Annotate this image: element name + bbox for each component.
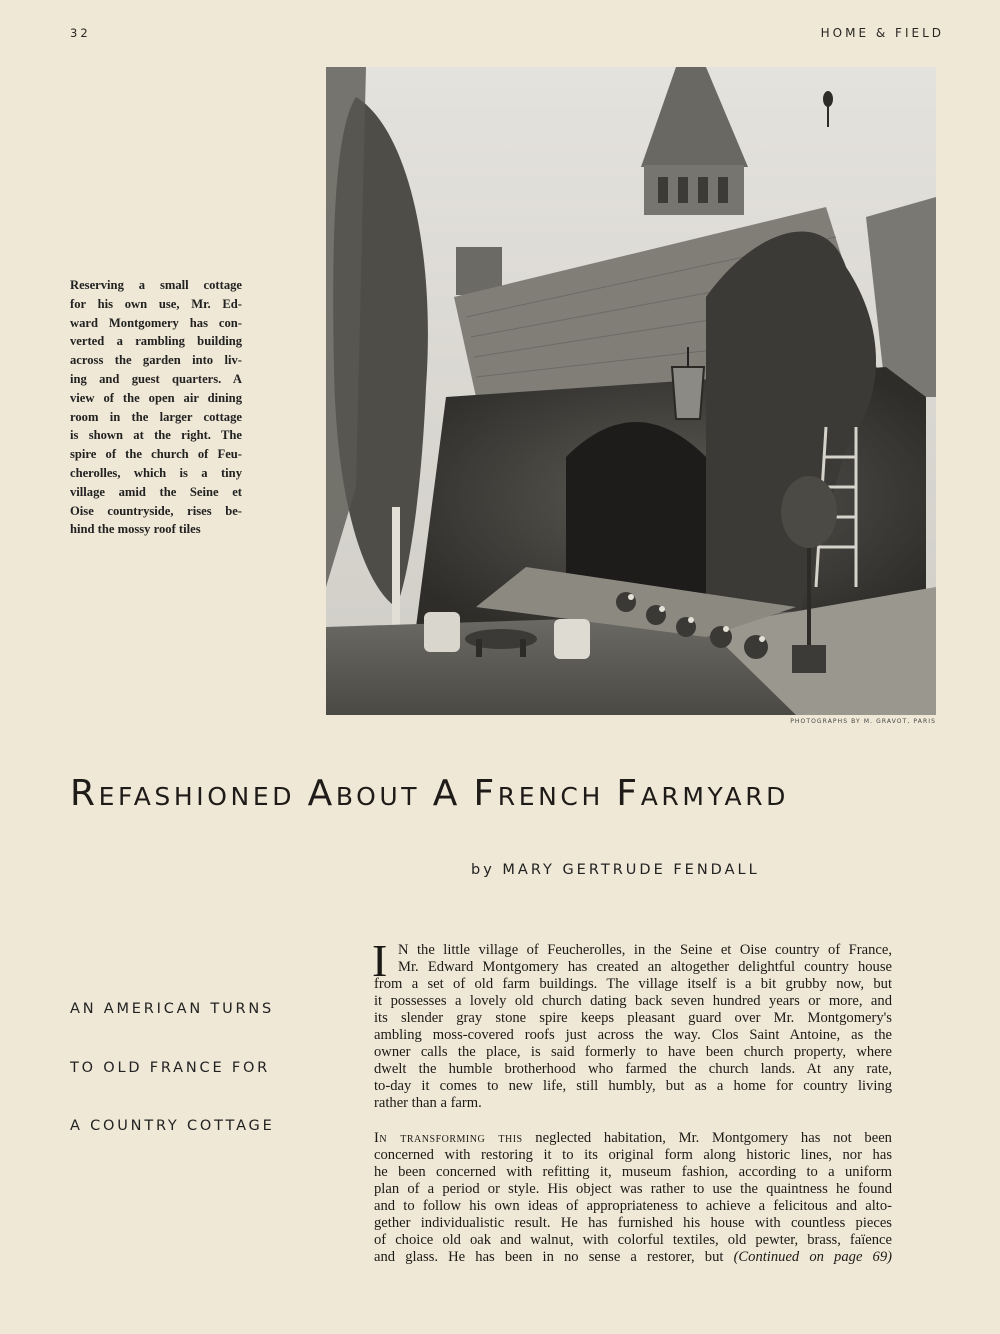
body-line: Mr. Edward Montgomery has created an altogether delightful country house bbox=[398, 959, 892, 975]
caption-line: ward Montgomery has con- bbox=[70, 315, 242, 330]
body-text: and glass. He has been in no sense a restorer, but bbox=[374, 1249, 734, 1265]
body-line: rather than a farm. bbox=[374, 1095, 482, 1111]
headline-word: About bbox=[307, 773, 421, 814]
body-line: plan of a period or style. His object was rather to use the quaintness he found bbox=[374, 1181, 892, 1197]
body-line: of choice old oak and walnut, with colorful textiles, old pewter, brass, faïence bbox=[374, 1232, 892, 1248]
caption-line: Oise countryside, rises be- bbox=[70, 503, 242, 518]
photo-caption bbox=[70, 276, 242, 539]
body-line: from a set of old farm buildings. The village itself is a bit grubby now, but bbox=[374, 976, 892, 992]
caption-line: hind the mossy roof tiles bbox=[70, 522, 201, 537]
caption-line: is shown at the right. The bbox=[70, 428, 242, 443]
article-paragraph-1 bbox=[372, 935, 892, 1112]
caption-line: spire of the church of Feu- bbox=[70, 447, 242, 462]
body-line: owner calls the place, is said formerly to have been church property, where bbox=[374, 1044, 892, 1060]
deck-line: AN AMERICAN TURNS bbox=[70, 1001, 275, 1017]
caption-line: village amid the Seine et bbox=[70, 484, 242, 499]
caption-line: across the garden into liv- bbox=[70, 353, 242, 368]
body-line: N the little village of Feucherolles, in the Seine et Oise country of France, bbox=[398, 942, 892, 958]
photo-credit: PHOTOGRAPHS BY M. GRAVOT, PARIS bbox=[790, 718, 936, 725]
body-line bbox=[374, 1249, 892, 1266]
body-line: to-day it comes to new life, still humbly, but as a home for country living bbox=[374, 1078, 892, 1094]
byline: by MARY GERTRUDE FENDALL bbox=[471, 862, 760, 878]
headline-word: Farmyard bbox=[616, 773, 790, 814]
page-number: 32 bbox=[70, 26, 91, 40]
headline-word: Refashioned bbox=[70, 773, 296, 814]
body-line: it possesses a lovely old church dating back seven hundred years or more, and bbox=[374, 993, 892, 1009]
caption-line: Reserving a small cottage bbox=[70, 278, 242, 292]
caption-line: verted a rambling building bbox=[70, 334, 242, 349]
headline-word: French bbox=[473, 773, 604, 814]
drop-cap: I bbox=[372, 935, 388, 986]
deck-line: A COUNTRY COTTAGE bbox=[70, 1118, 275, 1134]
caption-line: cherolles, which is a tiny bbox=[70, 465, 242, 480]
caption-line: for his own use, Mr. Ed- bbox=[70, 296, 242, 311]
caption-line: view of the open air dining bbox=[70, 390, 242, 405]
article-headline bbox=[70, 773, 950, 814]
cottage-photo-illustration bbox=[326, 67, 936, 715]
body-line: concerned with restoring it to its original form along historic lines, nor has bbox=[374, 1147, 892, 1163]
body-text: neglected habitation, Mr. Montgomery has not been bbox=[522, 1130, 892, 1146]
body-line: dwelt the humble brotherhood who farmed the church lands. At any rate, bbox=[374, 1061, 892, 1077]
body-line: its slender gray stone spire keeps pleasant guard over Mr. Montgomery's bbox=[374, 1010, 892, 1026]
cottage-photo bbox=[326, 67, 936, 715]
caption-line: ing and guest quarters. A bbox=[70, 371, 242, 386]
lead-in: In transforming this bbox=[374, 1130, 523, 1146]
body-line: ambling moss-covered roofs just across the way. Clos Saint Antoine, as the bbox=[374, 1027, 892, 1043]
caption-line: room in the larger cottage bbox=[70, 409, 242, 424]
magazine-title: HOME & FIELD bbox=[820, 26, 944, 40]
body-line: and to follow his own ideas of appropriateness to achieve a felicitous and alto- bbox=[374, 1198, 892, 1214]
body-line: he been concerned with refitting it, museum fashion, according to a uniform bbox=[374, 1164, 892, 1180]
deck-line: TO OLD FRANCE FOR bbox=[70, 1060, 271, 1076]
continued-reference: (Continued on page 69) bbox=[733, 1249, 893, 1265]
headline-word: A bbox=[432, 773, 461, 814]
article-paragraph-2 bbox=[374, 1130, 892, 1266]
body-line: gether individualistic result. He has furnished his house with countless pieces bbox=[374, 1215, 892, 1231]
body-line bbox=[374, 1130, 892, 1147]
